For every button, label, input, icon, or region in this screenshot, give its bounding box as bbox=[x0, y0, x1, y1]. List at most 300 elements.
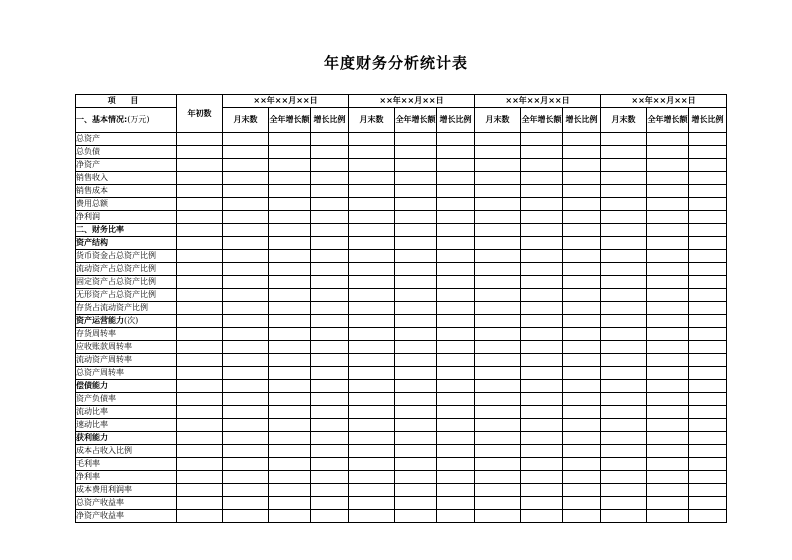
data-cell[interactable] bbox=[521, 211, 563, 224]
data-cell[interactable] bbox=[475, 393, 521, 406]
data-cell[interactable] bbox=[437, 380, 475, 393]
data-cell[interactable] bbox=[601, 510, 647, 523]
data-cell[interactable] bbox=[349, 393, 395, 406]
data-cell[interactable] bbox=[601, 354, 647, 367]
data-cell[interactable] bbox=[223, 263, 269, 276]
data-cell[interactable] bbox=[269, 393, 311, 406]
data-cell[interactable] bbox=[223, 328, 269, 341]
data-cell[interactable] bbox=[475, 328, 521, 341]
data-cell[interactable] bbox=[521, 367, 563, 380]
data-cell[interactable] bbox=[311, 380, 349, 393]
data-cell[interactable] bbox=[395, 497, 437, 510]
data-cell[interactable] bbox=[647, 289, 689, 302]
data-cell[interactable] bbox=[395, 224, 437, 237]
data-cell[interactable] bbox=[475, 224, 521, 237]
data-cell[interactable] bbox=[349, 315, 395, 328]
data-cell[interactable] bbox=[349, 510, 395, 523]
data-cell[interactable] bbox=[647, 432, 689, 445]
data-cell[interactable] bbox=[563, 237, 601, 250]
data-cell[interactable] bbox=[689, 237, 727, 250]
data-cell[interactable] bbox=[395, 146, 437, 159]
data-cell[interactable] bbox=[349, 224, 395, 237]
data-cell[interactable] bbox=[349, 497, 395, 510]
data-cell[interactable] bbox=[647, 211, 689, 224]
data-cell[interactable] bbox=[689, 159, 727, 172]
data-cell[interactable] bbox=[437, 354, 475, 367]
data-cell[interactable] bbox=[437, 432, 475, 445]
data-cell[interactable] bbox=[311, 146, 349, 159]
data-cell[interactable] bbox=[689, 380, 727, 393]
data-cell[interactable] bbox=[563, 354, 601, 367]
data-cell[interactable] bbox=[475, 237, 521, 250]
data-cell[interactable] bbox=[311, 224, 349, 237]
data-cell[interactable] bbox=[601, 276, 647, 289]
data-cell[interactable] bbox=[647, 341, 689, 354]
data-cell[interactable] bbox=[177, 185, 223, 198]
data-cell[interactable] bbox=[395, 250, 437, 263]
data-cell[interactable] bbox=[563, 510, 601, 523]
data-cell[interactable] bbox=[689, 276, 727, 289]
data-cell[interactable] bbox=[601, 146, 647, 159]
data-cell[interactable] bbox=[437, 341, 475, 354]
data-cell[interactable] bbox=[601, 484, 647, 497]
data-cell[interactable] bbox=[437, 224, 475, 237]
data-cell[interactable] bbox=[563, 211, 601, 224]
data-cell[interactable] bbox=[647, 471, 689, 484]
data-cell[interactable] bbox=[269, 185, 311, 198]
data-cell[interactable] bbox=[437, 484, 475, 497]
data-cell[interactable] bbox=[223, 302, 269, 315]
data-cell[interactable] bbox=[689, 432, 727, 445]
data-cell[interactable] bbox=[311, 367, 349, 380]
data-cell[interactable] bbox=[563, 198, 601, 211]
data-cell[interactable] bbox=[311, 237, 349, 250]
data-cell[interactable] bbox=[689, 211, 727, 224]
data-cell[interactable] bbox=[521, 263, 563, 276]
data-cell[interactable] bbox=[521, 471, 563, 484]
data-cell[interactable] bbox=[437, 276, 475, 289]
data-cell[interactable] bbox=[349, 328, 395, 341]
data-cell[interactable] bbox=[647, 445, 689, 458]
data-cell[interactable] bbox=[563, 328, 601, 341]
data-cell[interactable] bbox=[647, 315, 689, 328]
data-cell[interactable] bbox=[689, 224, 727, 237]
data-cell[interactable] bbox=[563, 497, 601, 510]
data-cell[interactable] bbox=[269, 367, 311, 380]
data-cell[interactable] bbox=[521, 172, 563, 185]
data-cell[interactable] bbox=[647, 172, 689, 185]
data-cell[interactable] bbox=[395, 354, 437, 367]
data-cell[interactable] bbox=[311, 172, 349, 185]
data-cell[interactable] bbox=[563, 432, 601, 445]
data-cell[interactable] bbox=[311, 445, 349, 458]
data-cell[interactable] bbox=[521, 354, 563, 367]
data-cell[interactable] bbox=[601, 302, 647, 315]
data-cell[interactable] bbox=[223, 458, 269, 471]
data-cell[interactable] bbox=[269, 445, 311, 458]
data-cell[interactable] bbox=[311, 354, 349, 367]
data-cell[interactable] bbox=[349, 419, 395, 432]
data-cell[interactable] bbox=[395, 133, 437, 146]
data-cell[interactable] bbox=[349, 432, 395, 445]
data-cell[interactable] bbox=[521, 497, 563, 510]
data-cell[interactable] bbox=[437, 250, 475, 263]
data-cell[interactable] bbox=[601, 237, 647, 250]
data-cell[interactable] bbox=[521, 250, 563, 263]
data-cell[interactable] bbox=[475, 276, 521, 289]
data-cell[interactable] bbox=[563, 471, 601, 484]
data-cell[interactable] bbox=[437, 172, 475, 185]
data-cell[interactable] bbox=[601, 445, 647, 458]
data-cell[interactable] bbox=[311, 328, 349, 341]
data-cell[interactable] bbox=[647, 198, 689, 211]
data-cell[interactable] bbox=[177, 289, 223, 302]
data-cell[interactable] bbox=[647, 393, 689, 406]
data-cell[interactable] bbox=[269, 263, 311, 276]
data-cell[interactable] bbox=[647, 263, 689, 276]
data-cell[interactable] bbox=[269, 133, 311, 146]
data-cell[interactable] bbox=[223, 211, 269, 224]
data-cell[interactable] bbox=[437, 159, 475, 172]
data-cell[interactable] bbox=[437, 471, 475, 484]
data-cell[interactable] bbox=[223, 484, 269, 497]
data-cell[interactable] bbox=[311, 484, 349, 497]
data-cell[interactable] bbox=[521, 393, 563, 406]
data-cell[interactable] bbox=[177, 406, 223, 419]
data-cell[interactable] bbox=[223, 172, 269, 185]
data-cell[interactable] bbox=[563, 185, 601, 198]
data-cell[interactable] bbox=[269, 341, 311, 354]
data-cell[interactable] bbox=[521, 159, 563, 172]
data-cell[interactable] bbox=[563, 315, 601, 328]
data-cell[interactable] bbox=[601, 393, 647, 406]
data-cell[interactable] bbox=[601, 380, 647, 393]
data-cell[interactable] bbox=[689, 419, 727, 432]
data-cell[interactable] bbox=[311, 419, 349, 432]
data-cell[interactable] bbox=[601, 211, 647, 224]
data-cell[interactable] bbox=[601, 341, 647, 354]
data-cell[interactable] bbox=[177, 471, 223, 484]
data-cell[interactable] bbox=[437, 289, 475, 302]
data-cell[interactable] bbox=[177, 380, 223, 393]
data-cell[interactable] bbox=[475, 354, 521, 367]
data-cell[interactable] bbox=[563, 380, 601, 393]
data-cell[interactable] bbox=[563, 458, 601, 471]
data-cell[interactable] bbox=[349, 471, 395, 484]
data-cell[interactable] bbox=[311, 159, 349, 172]
data-cell[interactable] bbox=[311, 497, 349, 510]
data-cell[interactable] bbox=[601, 367, 647, 380]
data-cell[interactable] bbox=[223, 198, 269, 211]
data-cell[interactable] bbox=[689, 263, 727, 276]
data-cell[interactable] bbox=[223, 341, 269, 354]
data-cell[interactable] bbox=[395, 510, 437, 523]
data-cell[interactable] bbox=[521, 458, 563, 471]
data-cell[interactable] bbox=[475, 250, 521, 263]
data-cell[interactable] bbox=[475, 302, 521, 315]
data-cell[interactable] bbox=[223, 432, 269, 445]
data-cell[interactable] bbox=[269, 224, 311, 237]
data-cell[interactable] bbox=[647, 354, 689, 367]
data-cell[interactable] bbox=[177, 146, 223, 159]
data-cell[interactable] bbox=[601, 458, 647, 471]
data-cell[interactable] bbox=[647, 146, 689, 159]
data-cell[interactable] bbox=[521, 341, 563, 354]
data-cell[interactable] bbox=[475, 367, 521, 380]
data-cell[interactable] bbox=[177, 211, 223, 224]
data-cell[interactable] bbox=[395, 237, 437, 250]
data-cell[interactable] bbox=[521, 276, 563, 289]
data-cell[interactable] bbox=[437, 393, 475, 406]
data-cell[interactable] bbox=[395, 458, 437, 471]
data-cell[interactable] bbox=[437, 367, 475, 380]
data-cell[interactable] bbox=[647, 250, 689, 263]
data-cell[interactable] bbox=[223, 250, 269, 263]
data-cell[interactable] bbox=[269, 289, 311, 302]
data-cell[interactable] bbox=[475, 133, 521, 146]
data-cell[interactable] bbox=[437, 497, 475, 510]
data-cell[interactable] bbox=[349, 484, 395, 497]
data-cell[interactable] bbox=[311, 211, 349, 224]
data-cell[interactable] bbox=[475, 510, 521, 523]
data-cell[interactable] bbox=[475, 159, 521, 172]
data-cell[interactable] bbox=[689, 497, 727, 510]
data-cell[interactable] bbox=[349, 211, 395, 224]
data-cell[interactable] bbox=[601, 198, 647, 211]
data-cell[interactable] bbox=[647, 380, 689, 393]
data-cell[interactable] bbox=[269, 484, 311, 497]
data-cell[interactable] bbox=[177, 393, 223, 406]
data-cell[interactable] bbox=[647, 484, 689, 497]
data-cell[interactable] bbox=[563, 419, 601, 432]
data-cell[interactable] bbox=[349, 159, 395, 172]
data-cell[interactable] bbox=[269, 250, 311, 263]
data-cell[interactable] bbox=[223, 419, 269, 432]
data-cell[interactable] bbox=[395, 445, 437, 458]
data-cell[interactable] bbox=[647, 159, 689, 172]
data-cell[interactable] bbox=[563, 250, 601, 263]
data-cell[interactable] bbox=[475, 172, 521, 185]
data-cell[interactable] bbox=[563, 445, 601, 458]
data-cell[interactable] bbox=[475, 185, 521, 198]
data-cell[interactable] bbox=[437, 237, 475, 250]
data-cell[interactable] bbox=[311, 393, 349, 406]
data-cell[interactable] bbox=[349, 263, 395, 276]
data-cell[interactable] bbox=[521, 302, 563, 315]
data-cell[interactable] bbox=[437, 302, 475, 315]
data-cell[interactable] bbox=[647, 185, 689, 198]
data-cell[interactable] bbox=[437, 211, 475, 224]
data-cell[interactable] bbox=[563, 393, 601, 406]
data-cell[interactable] bbox=[521, 315, 563, 328]
data-cell[interactable] bbox=[177, 250, 223, 263]
data-cell[interactable] bbox=[269, 497, 311, 510]
data-cell[interactable] bbox=[349, 237, 395, 250]
data-cell[interactable] bbox=[395, 289, 437, 302]
data-cell[interactable] bbox=[223, 185, 269, 198]
data-cell[interactable] bbox=[349, 302, 395, 315]
data-cell[interactable] bbox=[521, 328, 563, 341]
data-cell[interactable] bbox=[395, 341, 437, 354]
data-cell[interactable] bbox=[689, 250, 727, 263]
data-cell[interactable] bbox=[395, 432, 437, 445]
data-cell[interactable] bbox=[601, 497, 647, 510]
data-cell[interactable] bbox=[601, 172, 647, 185]
data-cell[interactable] bbox=[223, 380, 269, 393]
data-cell[interactable] bbox=[689, 302, 727, 315]
data-cell[interactable] bbox=[177, 276, 223, 289]
data-cell[interactable] bbox=[689, 172, 727, 185]
data-cell[interactable] bbox=[223, 497, 269, 510]
data-cell[interactable] bbox=[437, 328, 475, 341]
data-cell[interactable] bbox=[521, 224, 563, 237]
data-cell[interactable] bbox=[475, 432, 521, 445]
data-cell[interactable] bbox=[311, 185, 349, 198]
data-cell[interactable] bbox=[177, 237, 223, 250]
data-cell[interactable] bbox=[177, 367, 223, 380]
data-cell[interactable] bbox=[223, 354, 269, 367]
data-cell[interactable] bbox=[601, 159, 647, 172]
data-cell[interactable] bbox=[311, 458, 349, 471]
data-cell[interactable] bbox=[647, 367, 689, 380]
data-cell[interactable] bbox=[437, 315, 475, 328]
data-cell[interactable] bbox=[521, 510, 563, 523]
data-cell[interactable] bbox=[223, 133, 269, 146]
data-cell[interactable] bbox=[269, 432, 311, 445]
data-cell[interactable] bbox=[311, 510, 349, 523]
data-cell[interactable] bbox=[177, 198, 223, 211]
data-cell[interactable] bbox=[475, 419, 521, 432]
data-cell[interactable] bbox=[311, 263, 349, 276]
data-cell[interactable] bbox=[689, 289, 727, 302]
data-cell[interactable] bbox=[647, 133, 689, 146]
data-cell[interactable] bbox=[349, 185, 395, 198]
data-cell[interactable] bbox=[689, 133, 727, 146]
data-cell[interactable] bbox=[349, 276, 395, 289]
data-cell[interactable] bbox=[647, 406, 689, 419]
data-cell[interactable] bbox=[269, 315, 311, 328]
data-cell[interactable] bbox=[349, 380, 395, 393]
data-cell[interactable] bbox=[223, 237, 269, 250]
data-cell[interactable] bbox=[395, 406, 437, 419]
data-cell[interactable] bbox=[177, 133, 223, 146]
data-cell[interactable] bbox=[521, 406, 563, 419]
data-cell[interactable] bbox=[223, 289, 269, 302]
data-cell[interactable] bbox=[395, 263, 437, 276]
data-cell[interactable] bbox=[349, 341, 395, 354]
data-cell[interactable] bbox=[395, 328, 437, 341]
data-cell[interactable] bbox=[311, 133, 349, 146]
data-cell[interactable] bbox=[689, 484, 727, 497]
data-cell[interactable] bbox=[349, 146, 395, 159]
data-cell[interactable] bbox=[689, 146, 727, 159]
data-cell[interactable] bbox=[601, 471, 647, 484]
data-cell[interactable] bbox=[563, 159, 601, 172]
data-cell[interactable] bbox=[563, 367, 601, 380]
data-cell[interactable] bbox=[349, 458, 395, 471]
data-cell[interactable] bbox=[395, 419, 437, 432]
data-cell[interactable] bbox=[177, 445, 223, 458]
data-cell[interactable] bbox=[601, 289, 647, 302]
data-cell[interactable] bbox=[395, 159, 437, 172]
data-cell[interactable] bbox=[689, 185, 727, 198]
data-cell[interactable] bbox=[601, 315, 647, 328]
data-cell[interactable] bbox=[563, 276, 601, 289]
data-cell[interactable] bbox=[563, 406, 601, 419]
data-cell[interactable] bbox=[689, 341, 727, 354]
data-cell[interactable] bbox=[475, 380, 521, 393]
data-cell[interactable] bbox=[395, 315, 437, 328]
data-cell[interactable] bbox=[223, 315, 269, 328]
data-cell[interactable] bbox=[437, 406, 475, 419]
data-cell[interactable] bbox=[223, 367, 269, 380]
data-cell[interactable] bbox=[269, 159, 311, 172]
data-cell[interactable] bbox=[177, 172, 223, 185]
data-cell[interactable] bbox=[475, 263, 521, 276]
data-cell[interactable] bbox=[689, 393, 727, 406]
data-cell[interactable] bbox=[349, 354, 395, 367]
data-cell[interactable] bbox=[563, 484, 601, 497]
data-cell[interactable] bbox=[269, 354, 311, 367]
data-cell[interactable] bbox=[395, 367, 437, 380]
data-cell[interactable] bbox=[521, 380, 563, 393]
data-cell[interactable] bbox=[601, 263, 647, 276]
data-cell[interactable] bbox=[689, 354, 727, 367]
data-cell[interactable] bbox=[177, 263, 223, 276]
data-cell[interactable] bbox=[177, 432, 223, 445]
data-cell[interactable] bbox=[177, 341, 223, 354]
data-cell[interactable] bbox=[475, 146, 521, 159]
data-cell[interactable] bbox=[269, 471, 311, 484]
data-cell[interactable] bbox=[311, 250, 349, 263]
data-cell[interactable] bbox=[311, 198, 349, 211]
data-cell[interactable] bbox=[689, 458, 727, 471]
data-cell[interactable] bbox=[437, 198, 475, 211]
data-cell[interactable] bbox=[177, 419, 223, 432]
data-cell[interactable] bbox=[269, 172, 311, 185]
data-cell[interactable] bbox=[395, 484, 437, 497]
data-cell[interactable] bbox=[395, 380, 437, 393]
data-cell[interactable] bbox=[563, 289, 601, 302]
data-cell[interactable] bbox=[475, 341, 521, 354]
data-cell[interactable] bbox=[647, 510, 689, 523]
data-cell[interactable] bbox=[395, 185, 437, 198]
data-cell[interactable] bbox=[601, 224, 647, 237]
data-cell[interactable] bbox=[269, 510, 311, 523]
data-cell[interactable] bbox=[647, 224, 689, 237]
data-cell[interactable] bbox=[601, 432, 647, 445]
data-cell[interactable] bbox=[475, 211, 521, 224]
data-cell[interactable] bbox=[689, 471, 727, 484]
data-cell[interactable] bbox=[223, 510, 269, 523]
data-cell[interactable] bbox=[349, 133, 395, 146]
data-cell[interactable] bbox=[177, 328, 223, 341]
data-cell[interactable] bbox=[689, 406, 727, 419]
data-cell[interactable] bbox=[601, 185, 647, 198]
data-cell[interactable] bbox=[223, 146, 269, 159]
data-cell[interactable] bbox=[177, 315, 223, 328]
data-cell[interactable] bbox=[563, 224, 601, 237]
data-cell[interactable] bbox=[269, 146, 311, 159]
data-cell[interactable] bbox=[223, 276, 269, 289]
data-cell[interactable] bbox=[395, 393, 437, 406]
data-cell[interactable] bbox=[647, 302, 689, 315]
data-cell[interactable] bbox=[269, 198, 311, 211]
data-cell[interactable] bbox=[437, 510, 475, 523]
data-cell[interactable] bbox=[521, 198, 563, 211]
data-cell[interactable] bbox=[269, 419, 311, 432]
data-cell[interactable] bbox=[223, 445, 269, 458]
